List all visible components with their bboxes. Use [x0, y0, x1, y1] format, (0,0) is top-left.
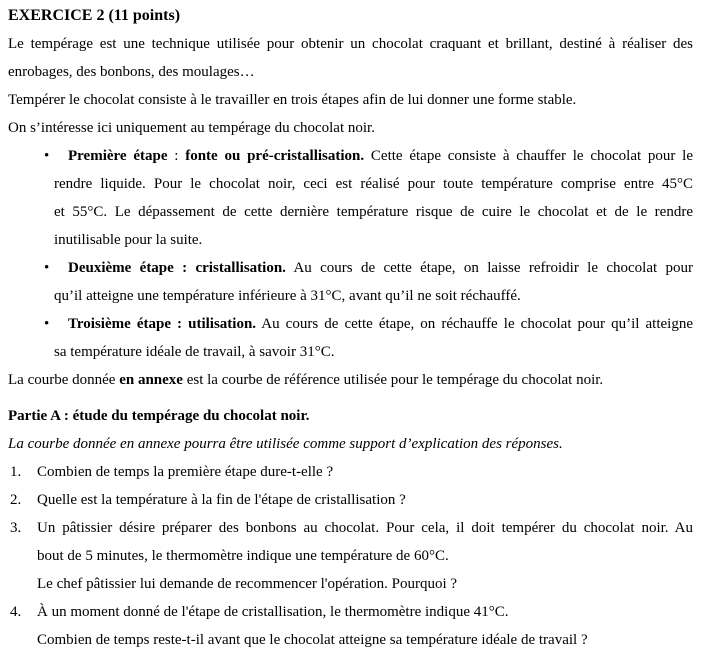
step-1-line1 — [54, 142, 693, 170]
intro-paragraph-3: On s’intéresse ici uniquement au tempérage du chocolat noir. — [8, 120, 375, 136]
step-1-line3: et 55°C. Le dépassement de cette dernière température risque de cuire le chocolat et de le rendre — [54, 204, 693, 220]
step-3-item — [8, 310, 693, 366]
question-1 — [8, 458, 693, 486]
question-2-line1: Quelle est la température à la fin de l'étape de cristallisation ? — [37, 492, 406, 508]
intro-p1-line1: Le tempérage est une technique utilisée pour obtenir un chocolat craquant et brillant, destiné à réaliser des — [8, 36, 693, 52]
question-3 — [8, 514, 693, 598]
question-4-line1: À un moment donné de l'étape de cristallisation, le thermomètre indique 41°C. — [37, 604, 509, 620]
intro-p1-line2: enrobages, des bonbons, des moulages… — [8, 64, 255, 80]
question-1-number: 1. — [10, 464, 22, 480]
question-4-number: 4. — [10, 604, 22, 620]
step-3-line1 — [54, 310, 693, 338]
bullet-marker: • — [44, 316, 50, 332]
annexe-pre: La courbe donnée — [8, 372, 120, 388]
step-1-name: Première étape — [68, 148, 168, 164]
part-a-note: La courbe donnée en annexe pourra être utilisée comme support d’explication des réponses. — [8, 436, 563, 452]
step-3-name: Troisième étape : utilisation. — [68, 316, 257, 332]
intro-paragraph-2: Tempérer le chocolat consiste à le travailler en trois étapes afin de lui donner une forme stable. — [8, 92, 577, 108]
step-1-line4: inutilisable pour la suite. — [54, 232, 203, 248]
part-a-heading: Partie A : étude du tempérage du chocolat noir. — [8, 408, 310, 424]
step-1-separator: : — [167, 148, 186, 164]
step-1-item — [8, 142, 693, 254]
question-4-line2: Combien de temps reste-t-il avant que le chocolat atteigne sa température idéale de travail ? — [37, 632, 588, 648]
step-2-line1 — [54, 254, 693, 282]
bullet-marker: • — [44, 260, 50, 276]
question-1-line1: Combien de temps la première étape dure-t-elle ? — [37, 464, 334, 480]
question-3-line2: bout de 5 minutes, le thermomètre indique une température de 60°C. — [37, 548, 449, 564]
question-3-line3: Le chef pâtissier lui demande de recommencer l'opération. Pourquoi ? — [37, 576, 458, 592]
step-2-item — [8, 254, 693, 310]
question-2-number: 2. — [10, 492, 22, 508]
step-2-name: Deuxième étape : cristallisation. — [68, 260, 286, 276]
question-3-number: 3. — [10, 520, 22, 536]
step-1-line2: rendre liquide. Pour le chocolat noir, ceci est réalisé pour toute température comprise entre 45°C — [54, 176, 693, 192]
question-2 — [8, 486, 693, 514]
annexe-paragraph — [8, 366, 693, 394]
step-3-text: Au cours de cette étape, on réchauffe le chocolat pour qu’il atteigne — [256, 316, 693, 332]
step-2-line2: qu’il atteigne une température inférieure à 31°C, avant qu’il ne soit réchauffé. — [54, 288, 521, 304]
question-3-line1: Un pâtissier désire préparer des bonbons au chocolat. Pour cela, il doit tempérer du chocolat noir. Au — [37, 520, 693, 536]
question-4 — [8, 598, 693, 654]
annexe-bold: en annexe — [119, 372, 183, 388]
step-1-subtitle: fonte ou pré-cristallisation. — [185, 148, 365, 164]
step-3-line2: sa température idéale de travail, à savoir 31°C. — [54, 344, 335, 360]
exercise-title: EXERCICE 2 (11 points) — [8, 7, 181, 24]
annexe-post: est la courbe de référence utilisée pour le tempérage du chocolat noir. — [182, 372, 604, 388]
intro-paragraph-1 — [8, 30, 693, 86]
step-1-text: Cette étape consiste à chauffer le chocolat pour le — [364, 148, 693, 164]
step-2-text: Au cours de cette étape, on laisse refroidir le chocolat pour — [285, 260, 694, 276]
bullet-marker: • — [44, 148, 50, 164]
